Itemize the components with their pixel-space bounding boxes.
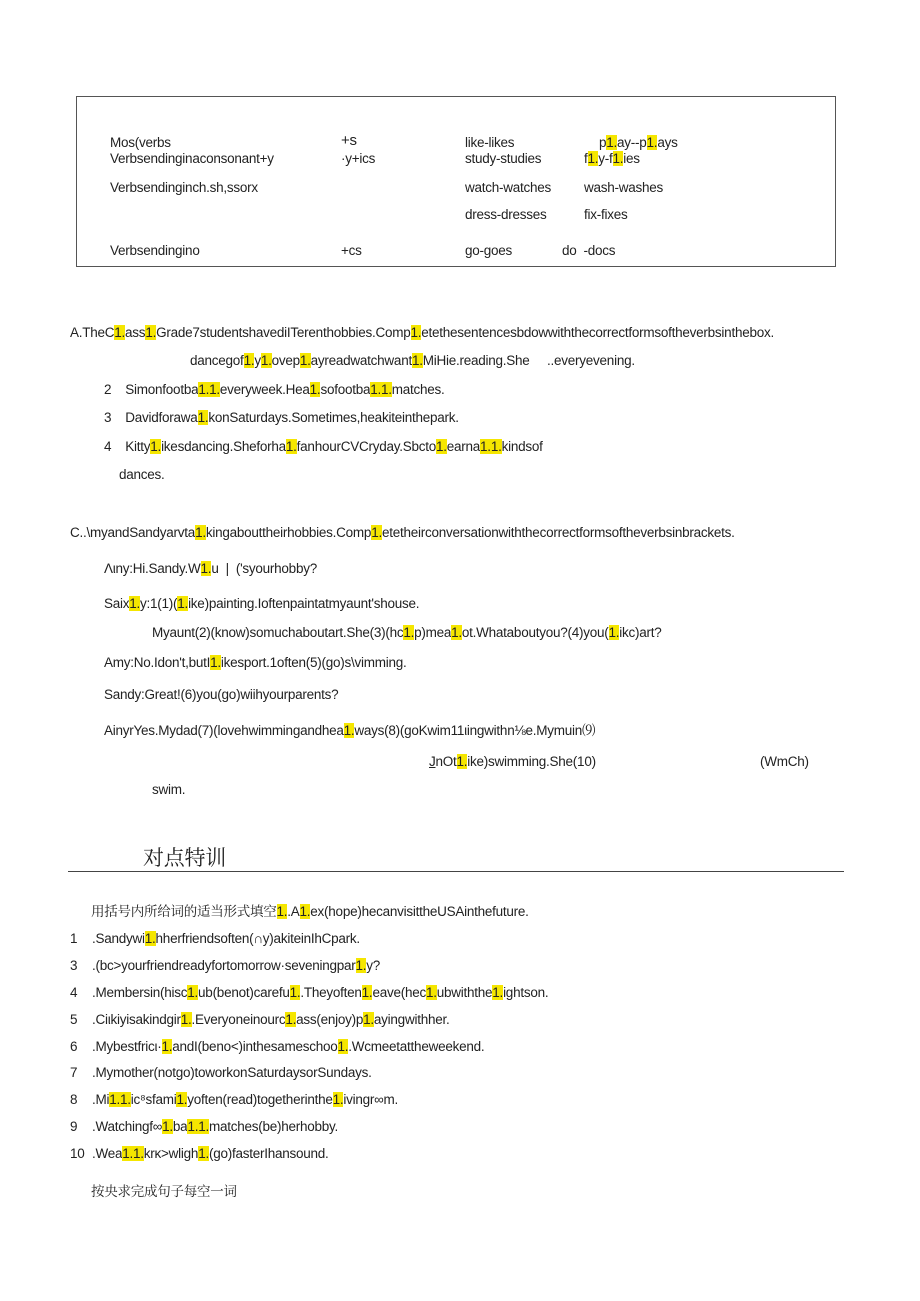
section-footer: 按央求完成句子每空一词: [91, 1184, 237, 1199]
exercise-item: 9 .Watchingf∞1.ba1.1.matches(be)herhobby.: [70, 1119, 339, 1134]
change-1: +s: [341, 132, 357, 149]
part-c-intro: C..\myandSandyarvta1.kingabouttheirhobbies.Comp1.etetheirconversationwiththecorrectformsoftheverbsinbrackets.: [70, 525, 735, 540]
example-1b: p1.ay--p1.ays: [599, 135, 678, 150]
dialogue-line-2: Saix1.y:1(1)(1.ike)painting.Ioftenpaintatmyaunt'shouse.: [104, 596, 420, 611]
dialogue-line-3: Myaunt(2)(know)somuchaboutart.She(3)(hc1.p)mea1.ot.Whataboutyou?(4)you(1.ikc)art?: [152, 625, 662, 640]
dialogue-line-6: AinyrYes.Mydad(7)(lovehwimmingandhea1.ways(8)(goKwim11ιingwithn⅛e.Mymuin⑼: [104, 723, 596, 738]
part-a-word-box: dancegof1.y1.ovep1.ayreadwatchwant1.MiHie.reading.She ..everyevening.: [190, 353, 635, 368]
example-3a: watch-watches: [465, 180, 552, 195]
example-4b: fix-fixes: [584, 207, 628, 222]
dialogue-line-5: Sandy:Great!(6)you(go)wiihyourparents?: [104, 687, 339, 702]
dialogue-line-7-end: (WmCh): [760, 754, 809, 769]
dialogue-line-4: Amy:No.Idon't,butI1.ikesport.1often(5)(go)s\vimming.: [104, 655, 407, 670]
exercise-item: 3 .(bc>yourfriendreadyfortomorrow·seveningpar1.y?: [70, 958, 381, 973]
example-3b: wash-washes: [584, 180, 664, 195]
example-2a: study-studies: [465, 151, 542, 166]
part-a-item-4-cont: dances.: [119, 467, 165, 482]
section-intro: 用括号内所给词的适当形式填空1..A1.ex(hope)hecanvisittheUSAinthefuture.: [91, 904, 529, 919]
part-a-item-3: 3 Davidforawa1.konSaturdays.Sometimes,heakiteinthepark.: [104, 410, 459, 425]
example-5b: do -docs: [562, 243, 616, 258]
exercise-item: 10 .Wea1.1.krκ>wligh1.(go)fasterIhansound.: [70, 1146, 329, 1161]
change-5: +cs: [341, 243, 362, 258]
rule-1: Mos(verbs: [110, 135, 171, 150]
example-5a: go-goes: [465, 243, 513, 258]
exercise-item: 1 .Sandywi1.hherfriendsoften(∩y)akiteinIhCpark.: [70, 931, 360, 946]
part-a-intro: A.TheC1.ass1.Grade7studentshavediITerenthobbies.Comp1.etethesentencesbdowwiththecorrectformsoftheverbsinthebox.: [70, 325, 774, 340]
rule-5: Verbsendingino: [110, 243, 200, 258]
section-divider: [68, 871, 844, 872]
exercise-item: 6 .Mybestfricι·1.andI(beno<)inthesameschoo1..Wcmeetattheweekend.: [70, 1039, 485, 1054]
change-2: ·y+ics: [341, 151, 376, 166]
example-2b: f1.y-f1.ies: [584, 151, 640, 166]
exercise-item: 8 .Mi1.1.ic⁸sfami1.yoften(read)togetherinthe1.ivingr∞m.: [70, 1092, 399, 1107]
exercise-item: 5 .Ciιkiyisakindgir1..Everyoneinourc1.ass(enjoy)p1.ayingwithher.: [70, 1012, 450, 1027]
rule-2: Verbsendinginaconsonant+y: [110, 151, 274, 166]
dialogue-line-7: JnOt1.ike)swimming.She(10): [429, 754, 596, 769]
dialogue-line-8: swim.: [152, 782, 186, 797]
part-a-item-2: 2 Simonfootba1.1.everyweek.Hea1.sofootba1.1.matches.: [104, 382, 445, 397]
section-title: 对点特训: [143, 847, 226, 870]
example-4a: dress-dresses: [465, 207, 547, 222]
exercise-item: 7 .Mymother(notgo)toworkonSaturdaysorSundays.: [70, 1065, 372, 1080]
example-1a: like-likes: [465, 135, 515, 150]
rule-3: Verbsendinginch.sh,ssorx: [110, 180, 258, 195]
exercise-item: 4 .Membersin(hisc1.ub(benot)carefu1..Theyoften1.eave(hec1.ubwiththe1.ightson.: [70, 985, 549, 1000]
dialogue-line-1: Λιny:Hi.Sandy.W1.u | ('syourhobby?: [104, 561, 317, 576]
part-a-item-4: 4 Kitty1.ikesdancing.Sheforha1.fanhourCVCryday.Sbcto1.earna1.1.kindsof: [104, 439, 543, 454]
